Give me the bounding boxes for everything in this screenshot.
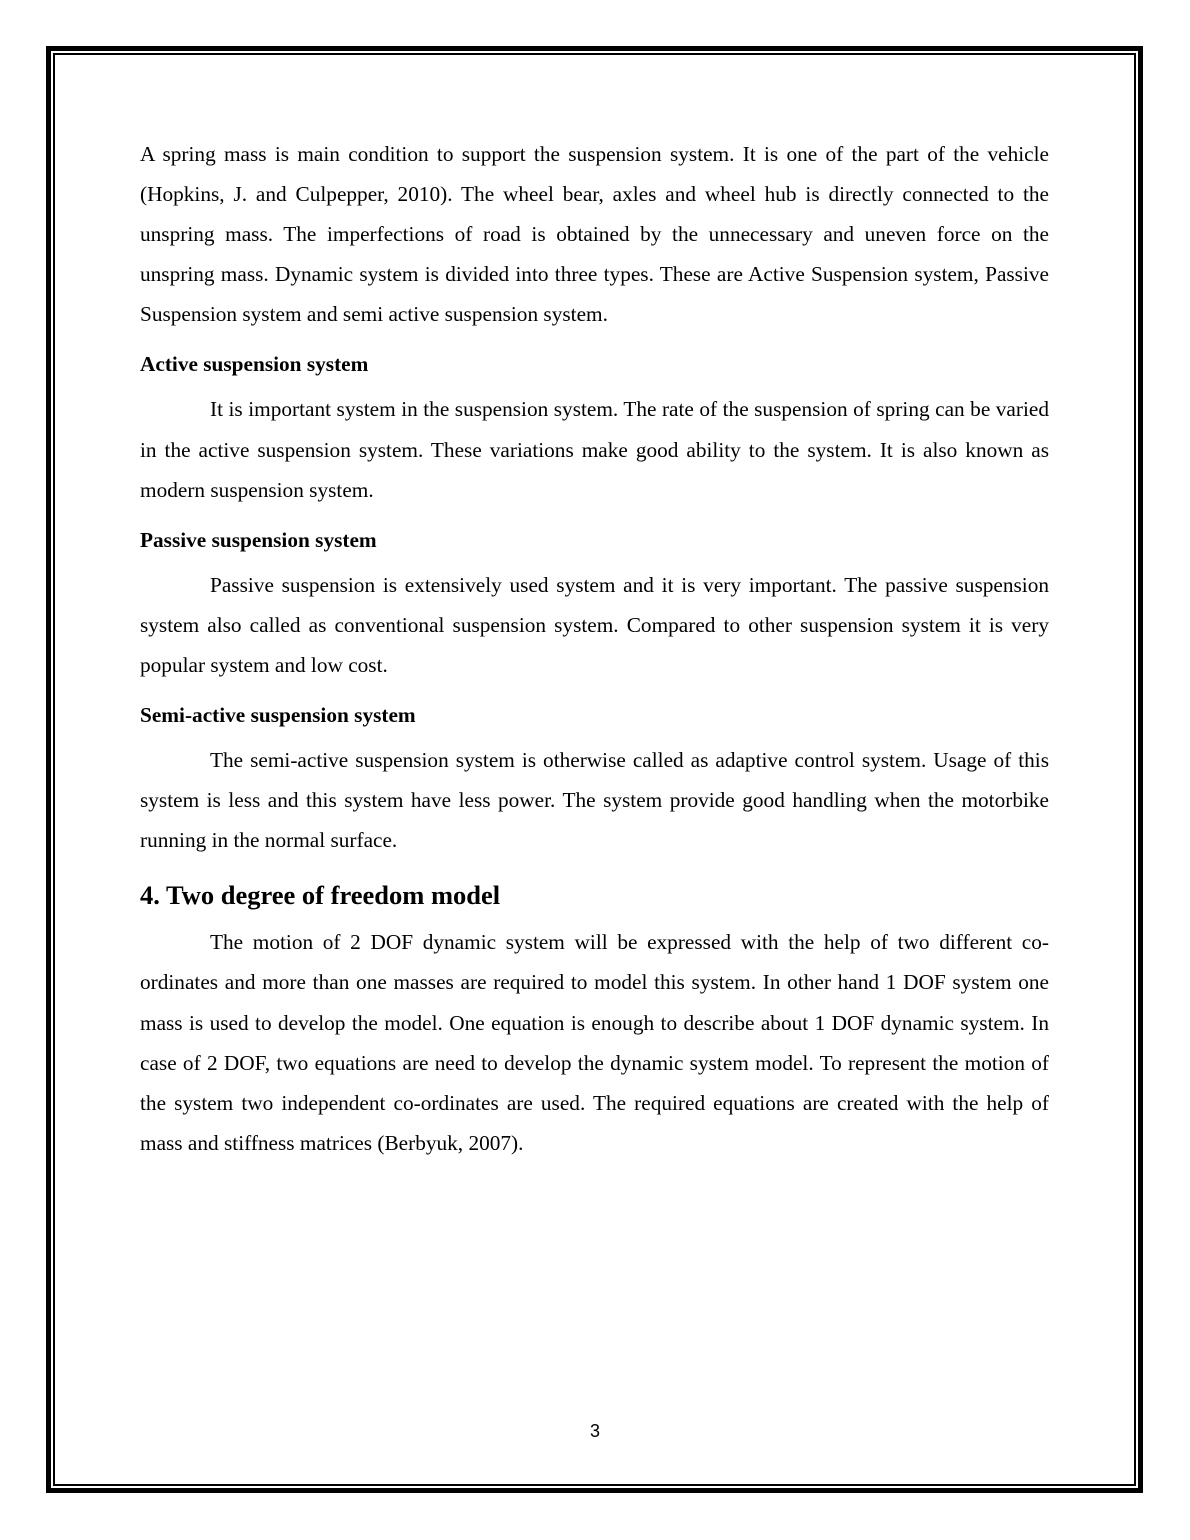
active-suspension-paragraph: It is important system in the suspension system. The rate of the suspension of spring can be varied in the active suspension system. These variations make good ability to the system. It is also known as modern suspension system. <box>140 397 1049 502</box>
semi-active-suspension-heading: Semi-active suspension system <box>140 703 416 728</box>
section-4-paragraph: The motion of 2 DOF dynamic system will be expressed with the help of two different co-ordinates and more than one masses are required to model this system. In other hand 1 DOF system one mass is used to develop the model. One equation is enough to describe about 1 DOF dynamic system. In case of 2 DOF, two equations are need to develop the dynamic system model. To represent the motion of the system two independent co-ordinates are used. The required equations are created with the help of mass and stiffness matrices (Berbyuk, 2007). <box>140 930 1049 1155</box>
page-number: 3 <box>589 1421 600 1441</box>
section-4-heading: 4. Two degree of freedom model <box>140 880 501 911</box>
passive-suspension-heading: Passive suspension system <box>140 527 377 552</box>
semi-active-suspension-paragraph: The semi-active suspension system is otherwise called as adaptive control system. Usage of this system is less and this system have less power. The system provide good handling when the motorbike running in the normal surface. <box>140 748 1049 853</box>
intro-paragraph: A spring mass is main condition to support the suspension system. It is one of the part of the vehicle (Hopkins, J. and Culpepper, 2010). The wheel bear, axles and wheel hub is directly connected to the unspring mass. The imperfections of road is obtained by the unnecessary and uneven force on the unspring mass. Dynamic system is divided into three types. These are Active Suspension system, Passive Suspension system and semi active suspension system. <box>140 142 1049 327</box>
active-suspension-heading: Active suspension system <box>140 352 369 377</box>
passive-suspension-paragraph: Passive suspension is extensively used system and it is very important. The passive suspension system also called as conventional suspension system. Compared to other suspension system it is very popular system and low cost. <box>140 572 1049 677</box>
document-body <box>140 134 1049 1163</box>
